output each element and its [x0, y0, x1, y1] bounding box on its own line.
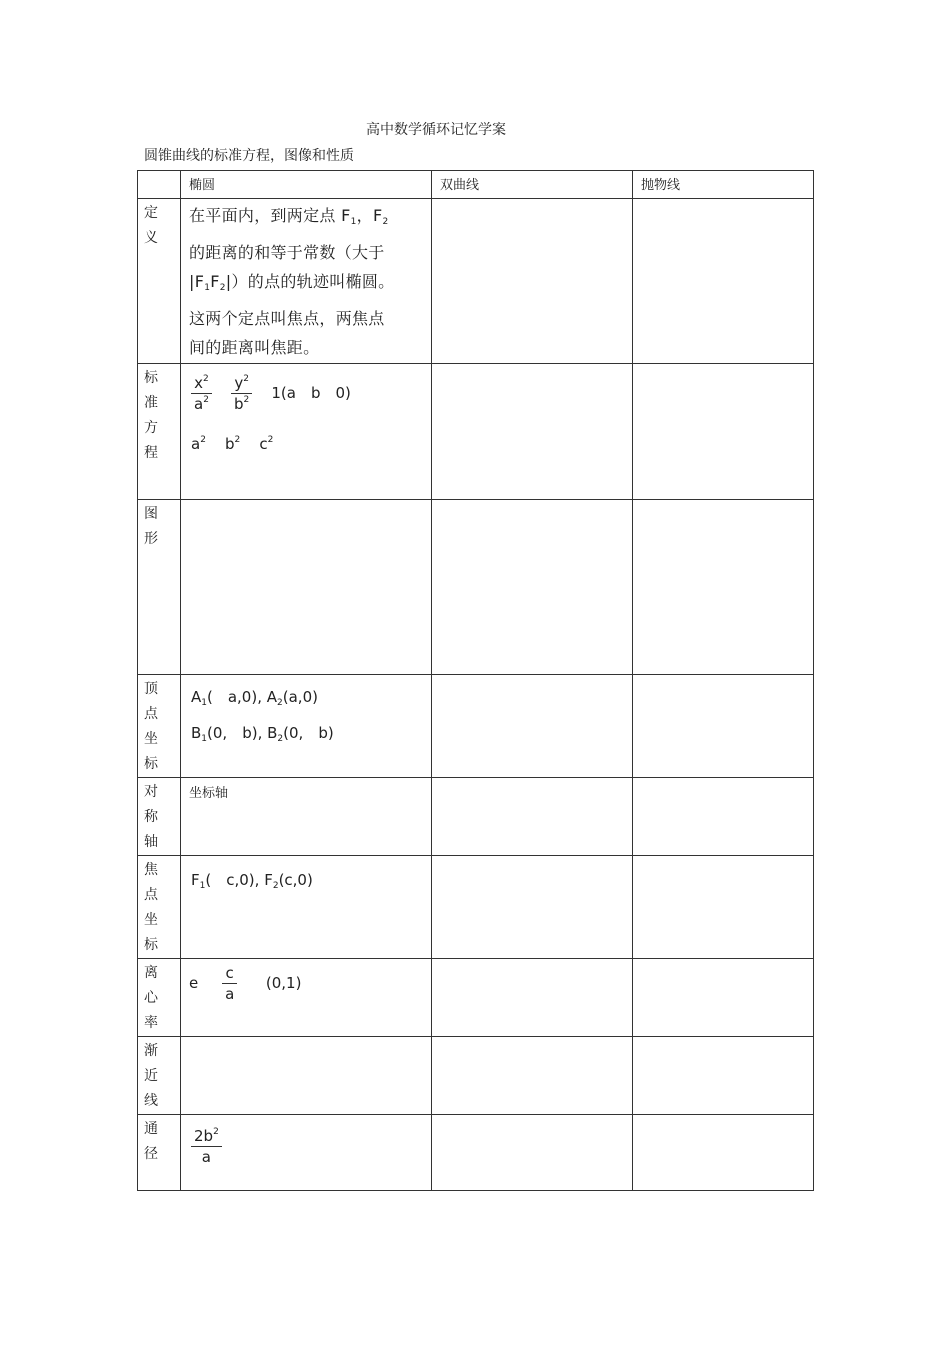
conic-sections-table — [137, 170, 814, 1191]
label-char: 坐 — [144, 911, 158, 928]
label-char: 轴 — [144, 833, 158, 850]
text: 1 — [199, 880, 206, 891]
cell-hyperbola-eccentricity — [432, 958, 633, 1036]
row-label-definition — [138, 199, 181, 364]
fraction-c-a — [222, 964, 237, 1003]
label-char: 图 — [144, 505, 158, 522]
cell-parabola-eccentricity — [633, 958, 814, 1036]
text: B — [191, 723, 202, 742]
text: F — [372, 206, 383, 225]
text: F — [210, 272, 220, 291]
focus-formula — [181, 856, 431, 901]
cell-hyperbola-figure — [432, 499, 633, 674]
text: 2 — [277, 733, 284, 744]
label-char: 径 — [144, 1145, 158, 1162]
text: 1(a b 0) — [271, 383, 351, 402]
text: 2 — [243, 394, 250, 405]
text: F — [191, 870, 200, 889]
cell-parabola-standard-equation — [633, 363, 814, 499]
cell-parabola-figure — [633, 499, 814, 674]
label-char: 点 — [144, 705, 158, 722]
row-definition — [138, 199, 814, 364]
text: |F — [189, 272, 205, 291]
text: 这两个定点叫焦点，两焦点 — [189, 308, 385, 328]
label-char: 标 — [144, 369, 158, 386]
text: 2 — [267, 434, 274, 445]
header-parabola: 抛物线 — [633, 171, 814, 199]
cell-ellipse-figure — [181, 499, 432, 674]
header-hyperbola: 双曲线 — [432, 171, 633, 199]
label-char: 程 — [144, 444, 158, 461]
label-char: 线 — [144, 1092, 158, 1109]
text: x — [194, 373, 204, 392]
cell-ellipse-definition — [181, 199, 432, 364]
text: 1 — [201, 697, 207, 708]
text: | — [225, 272, 232, 291]
text: 2 — [243, 373, 249, 384]
text: 2 — [200, 434, 206, 445]
label-char: 标 — [144, 936, 158, 953]
label-char: 方 — [144, 419, 158, 436]
text: ( c,0), — [205, 870, 260, 889]
cell-ellipse-standard-equation — [181, 363, 432, 499]
row-label-figure — [138, 499, 181, 674]
text: B — [267, 723, 278, 742]
label-char: 坐 — [144, 730, 158, 747]
text: 2b — [194, 1126, 214, 1145]
row-standard-equation — [138, 363, 814, 499]
ellipse-equation — [181, 364, 431, 413]
symmetry-axis-text: 坐标轴 — [189, 785, 229, 801]
text: 2 — [219, 283, 226, 293]
text: 1 — [204, 283, 211, 293]
text: y — [234, 373, 244, 392]
label-char: 形 — [144, 530, 158, 547]
cell-hyperbola-latus-rectum — [432, 1114, 633, 1190]
label-char: 对 — [144, 783, 158, 800]
text: 2 — [382, 217, 389, 227]
text: b — [234, 394, 244, 413]
cell-ellipse-eccentricity — [181, 958, 432, 1036]
row-label-standard-equation — [138, 363, 181, 499]
row-label-symmetry-axis — [138, 777, 181, 855]
label-char: 离 — [144, 964, 158, 981]
text: 在平面内，到两定点 — [189, 206, 342, 225]
text: 间的距离叫焦距。 — [189, 338, 320, 357]
text: ， — [356, 206, 373, 225]
text: (0,1) — [265, 973, 302, 992]
eccentricity-formula — [181, 959, 431, 1003]
row-asymptote — [138, 1036, 814, 1114]
label-char: 焦 — [144, 861, 158, 878]
label-char: 近 — [144, 1067, 158, 1084]
text: 1 — [350, 217, 357, 227]
text: 2 — [203, 373, 209, 384]
fraction-y2-b2 — [231, 374, 252, 413]
cell-ellipse-asymptote — [181, 1036, 432, 1114]
row-latus-rectum — [138, 1114, 814, 1190]
vertices-formula — [181, 675, 431, 754]
text: F — [264, 870, 273, 889]
row-symmetry-axis — [138, 777, 814, 855]
text: ( a,0), — [207, 687, 262, 706]
label-char: 率 — [144, 1014, 158, 1031]
cell-hyperbola-definition — [432, 199, 633, 364]
text: (c,0) — [278, 870, 313, 889]
table-header-row — [138, 171, 814, 199]
text: 1 — [201, 733, 208, 744]
text: 2 — [213, 1126, 219, 1137]
label-char: 标 — [144, 755, 158, 772]
cell-parabola-focus — [633, 855, 814, 958]
cell-ellipse-vertices — [181, 674, 432, 777]
cell-parabola-latus-rectum — [633, 1114, 814, 1190]
row-label-vertices — [138, 674, 181, 777]
text: F — [341, 206, 351, 225]
text: e — [189, 973, 199, 992]
row-label-focus — [138, 855, 181, 958]
text: c — [222, 964, 237, 984]
cell-parabola-asymptote — [633, 1036, 814, 1114]
label-char: 定 — [144, 205, 158, 221]
cell-hyperbola-symmetry-axis — [432, 777, 633, 855]
text: a — [194, 394, 204, 413]
vertices-a-line — [181, 682, 431, 718]
abc-relation — [181, 413, 431, 453]
label-char: 渐 — [144, 1042, 158, 1059]
cell-ellipse-focus — [181, 855, 432, 958]
text: A — [266, 687, 278, 706]
text: (0, b), — [207, 723, 263, 742]
cell-ellipse-symmetry-axis — [181, 777, 432, 855]
cell-parabola-symmetry-axis — [633, 777, 814, 855]
row-label-latus-rectum — [138, 1114, 181, 1190]
text: (0, b) — [283, 723, 334, 742]
row-figure — [138, 499, 814, 674]
cell-hyperbola-vertices — [432, 674, 633, 777]
vertices-b-line — [181, 718, 431, 754]
label-char: 点 — [144, 886, 158, 903]
text: a — [191, 434, 201, 453]
fraction-x2-a2 — [191, 374, 212, 413]
page-title: 高中数学循环记忆学案 — [366, 122, 506, 138]
cell-parabola-definition — [633, 199, 814, 364]
cell-hyperbola-standard-equation — [432, 363, 633, 499]
header-ellipse: 椭圆 — [181, 171, 432, 199]
page-subtitle: 圆锥曲线的标准方程，图像和性质 — [144, 148, 354, 164]
label-char: 心 — [144, 989, 158, 1006]
label-char: 顶 — [144, 680, 158, 697]
cell-ellipse-latus-rectum — [181, 1114, 432, 1190]
label-char: 义 — [144, 230, 158, 246]
row-label-asymptote — [138, 1036, 181, 1114]
text: a — [225, 984, 235, 1003]
fraction-2b2-a — [191, 1127, 222, 1166]
text: 2 — [203, 394, 209, 405]
text: b — [225, 434, 235, 453]
row-vertices — [138, 674, 814, 777]
row-label-eccentricity — [138, 958, 181, 1036]
text: a — [201, 1147, 211, 1166]
label-char: 准 — [144, 394, 158, 411]
row-focus — [138, 855, 814, 958]
ellipse-definition-text — [181, 199, 431, 363]
text: 的距离的和等于常数（大于 — [189, 242, 385, 262]
header-empty — [138, 171, 181, 199]
text: 2 — [277, 697, 283, 708]
cell-hyperbola-focus — [432, 855, 633, 958]
label-char: 称 — [144, 808, 158, 825]
row-eccentricity — [138, 958, 814, 1036]
text: ）的点的轨迹叫椭圆。 — [231, 272, 395, 291]
cell-parabola-vertices — [633, 674, 814, 777]
text: A — [191, 687, 202, 706]
latus-rectum-formula — [181, 1115, 431, 1166]
text: 2 — [234, 434, 241, 445]
text: (a,0) — [282, 687, 318, 706]
text: c — [259, 434, 268, 453]
text: 2 — [272, 880, 279, 891]
cell-hyperbola-asymptote — [432, 1036, 633, 1114]
label-char: 通 — [144, 1120, 158, 1137]
